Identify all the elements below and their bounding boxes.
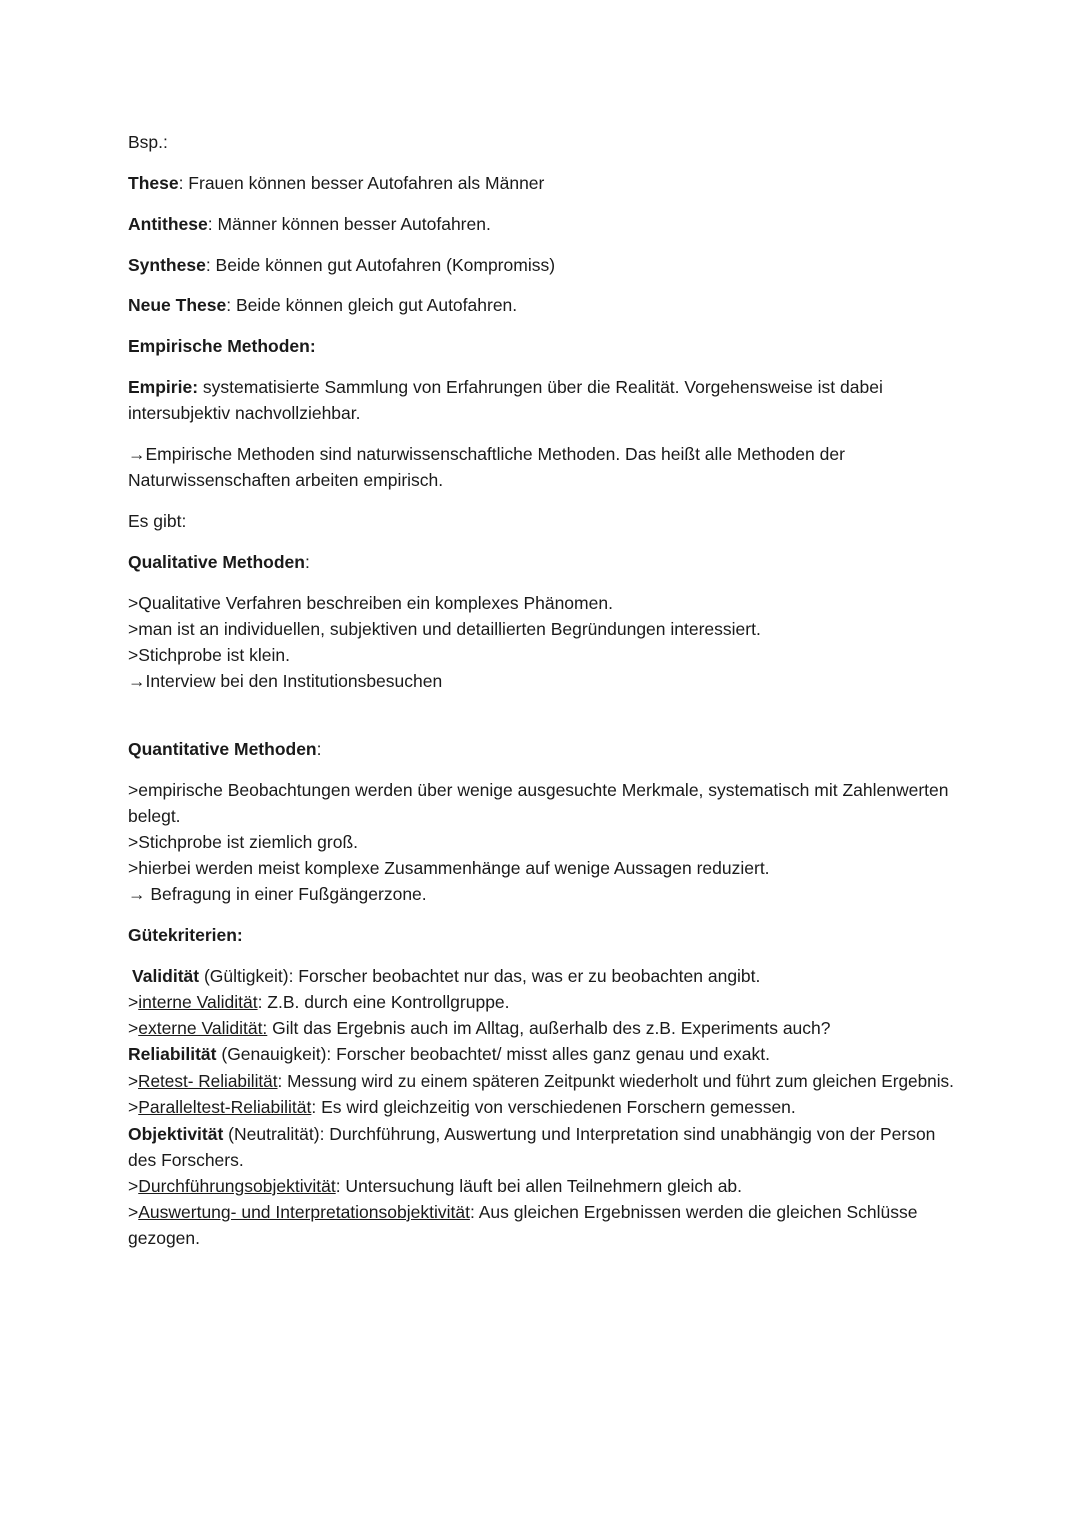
auswertungsobjektivitaet-line-2: gezogen. [128,1228,201,1248]
es-gibt-label: Es gibt: [128,511,187,531]
synthese-term: Synthese [128,255,206,275]
empirie-line-1: Empirie: systematisierte Sammlung von Erfahrungen über die Realität. Vorgehensweise ist dabei [128,377,883,397]
auswertungsobjektivitaet-line-1: >Auswertung- und Interpretationsobjektivität: Aus gleichen Ergebnissen werden die gleichen Schlüsse [128,1202,918,1222]
objektivitaet-term: Objektivität [128,1124,224,1144]
empirisch-arrow-line-1: →Empirische Methoden sind naturwissenschaftliche Methoden. Das heißt alle Methoden der [128,444,845,464]
quantitative-item: belegt. [128,806,181,826]
reliabilitaet-line: Reliabilität (Genauigkeit): Forscher beobachtet/ misst alles ganz genau und exakt. [128,1044,770,1064]
qualitative-heading: Qualitative Methoden: [128,552,310,572]
paralleltest-reliabilitaet-line: >Paralleltest-Reliabilität: Es wird gleichzeitig von verschiedenen Forschern gemessen. [128,1097,796,1117]
antithese-term: Antithese [128,214,208,234]
auswertungsobjektivitaet-term: Auswertung- und Interpretationsobjektivität [138,1202,470,1222]
quantitative-item: >hierbei werden meist komplexe Zusammenhänge auf wenige Aussagen reduziert. [128,858,770,878]
qualitative-item: →Interview bei den Institutionsbesuchen [128,671,443,691]
neue-these-text: : Beide können gleich gut Autofahren. [226,295,518,315]
interne-validitaet-term: interne Validität [138,992,258,1012]
empirie-line-2: intersubjektiv nachvollziehbar. [128,403,361,423]
empirische-methoden-heading: Empirische Methoden: [128,336,316,356]
retest-reliabilitaet-term: Retest- Reliabilität [138,1071,278,1091]
reliabilitaet-term: Reliabilität [128,1044,217,1064]
these-text: : Frauen können besser Autofahren als Männer [178,173,545,193]
externe-validitaet-line: >externe Validität: Gilt das Ergebnis auch im Alltag, außerhalb des z.B. Experiments auch? [128,1018,831,1038]
empirie-term: Empirie: [128,377,199,397]
durchfuehrungsobjektivitaet-term: Durchführungsobjektivität [138,1176,336,1196]
qualitative-item: >man ist an individuellen, subjektiven und detaillierten Begründungen interessiert. [128,619,761,639]
antithese-text: : Männer können besser Autofahren. [207,214,491,234]
externe-validitaet-term: externe Validität: [138,1018,268,1038]
durchfuehrungsobjektivitaet-line: >Durchführungsobjektivität: Untersuchung läuft bei allen Teilnehmern gleich ab. [128,1176,743,1196]
retest-reliabilitaet-line: >Retest- Reliabilität: Messung wird zu einem späteren Zeitpunkt wiederholt und führt zum gleichen Ergebnis. [128,1071,954,1091]
these-line [128,170,544,196]
bsp-label: Bsp.: [128,132,168,152]
synthese-text: : Beide können gut Autofahren (Kompromiss) [205,255,556,275]
validitaet-term: Validität [132,966,200,986]
quantitative-item: >empirische Beobachtungen werden über wenige ausgesuchte Merkmale, systematisch mit Zahlenwerten [128,780,949,800]
neue-these-term: Neue These [128,295,227,315]
quantitative-item: >Stichprobe ist ziemlich groß. [128,832,359,852]
objektivitaet-line-1: Objektivität (Neutralität): Durchführung, Auswertung und Interpretation sind unabhängig von der Person [128,1124,936,1144]
objektivitaet-line-2: des Forschers. [128,1150,244,1170]
neue-these-line [128,292,517,318]
guetekriterien-heading: Gütekriterien: [128,925,243,945]
synthese-line [128,252,555,278]
antithese-line [128,211,491,237]
paralleltest-reliabilitaet-term: Paralleltest-Reliabilität [138,1097,312,1117]
quantitative-heading: Quantitative Methoden: [128,739,322,759]
qualitative-item: >Qualitative Verfahren beschreiben ein komplexes Phänomen. [128,593,613,613]
quantitative-item: → Befragung in einer Fußgängerzone. [128,884,427,904]
these-term: These [128,173,179,193]
qualitative-item: >Stichprobe ist klein. [128,645,290,665]
interne-validitaet-line: >interne Validität: Z.B. durch eine Kontrollgruppe. [128,992,510,1012]
empirisch-arrow-line-2: Naturwissenschaften arbeiten empirisch. [128,470,444,490]
validitaet-line: Validität (Gültigkeit): Forscher beobachtet nur das, was er zu beobachten angibt. [132,966,761,986]
